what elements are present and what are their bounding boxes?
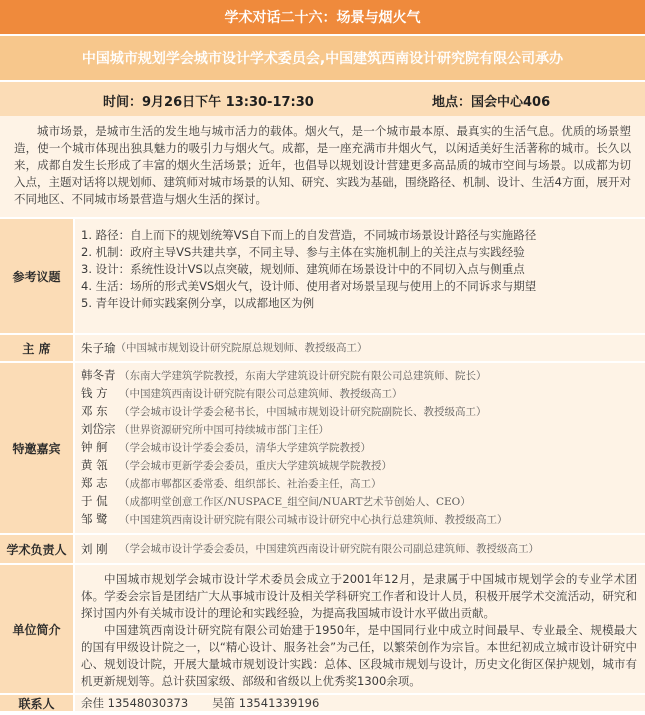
guest-item [81, 475, 637, 493]
organizer-line: 中国城市规划学会城市设计学术委员会,中国建筑西南设计研究院有限公司承办 [0, 34, 645, 82]
guests-label: 特邀嘉宾 [0, 363, 75, 533]
event-title: 学术对话二十六：场景与烟火气 [0, 0, 645, 34]
guest-desc: （东南大学建筑学院教授，东南大学建筑设计研究院有限公司总建筑师、院长） [119, 370, 487, 382]
guest-item [81, 457, 637, 475]
chair-name: 朱子瑜 [81, 340, 116, 355]
topic-item: 2. 机制：政府主导VS共建共享，不同主导、参与主体在实施机制上的关注点与实践经验 [81, 245, 525, 259]
topic-item: 4. 生活：场所的形式美VS烟火气，设计师、使用者对场景呈现与使用上的不同诉求与期望 [81, 279, 537, 293]
guest-desc: （世界资源研究所中国可持续城市部门主任） [119, 424, 329, 436]
guest-item [81, 421, 637, 439]
unit-paragraph: 中国城市规划学会城市设计学术委员会成立于2001年12月，是隶属于中国城市规划学会的专业学术团体。学委会宗旨是团结广大从事城市设计及相关学科研究工作者和设计人员，积极开展学术交流活动，研究和探讨国内外有关城市设计的理论和实践经验，为提高我国城市设计水平做出贡献。 [81, 572, 637, 620]
guest-item [81, 511, 637, 529]
chair-row [0, 335, 645, 363]
guest-desc: （学会城市设计学委会秘书长，中国城市规划设计研究院副院长、教授级高工） [119, 406, 487, 418]
guest-name: 于 侃 [81, 494, 108, 508]
guest-item [81, 439, 637, 457]
guest-name: 邓 东 [81, 404, 108, 418]
guest-item [81, 367, 637, 385]
contact-person-1: 余佳 13548030373 [81, 695, 189, 710]
chair-label: 主 席 [0, 335, 75, 361]
event-place: 地点：国会中心406 [432, 95, 551, 110]
guest-desc: （成都市郫都区委常委、组织部长、社治委主任，高工） [119, 478, 382, 490]
guest-desc: （中国建筑西南设计研究院有限公司城市设计研究中心执行总建筑师、教授级高工） [119, 514, 508, 526]
guest-desc: （学会城市设计学委会委员，清华大学建筑学院教授） [119, 442, 371, 454]
guests-row [0, 363, 645, 535]
guest-name: 黄 瓴 [81, 458, 108, 472]
contact-row [0, 695, 645, 711]
guest-item [81, 493, 637, 511]
guest-name: 钱 方 [81, 386, 108, 400]
time-place-bar [0, 82, 645, 116]
event-time: 时间：9月26日下午 13:30-17:30 [103, 95, 314, 110]
guest-name: 韩冬青 [81, 368, 116, 382]
guest-desc: （成都明堂创意工作区/NUSPACE_组空间/NUART艺术节创始人、CEO） [119, 496, 471, 508]
contact-label: 联系人 [0, 695, 75, 711]
guest-name: 邹 鹭 [81, 512, 108, 526]
responsible-name: 刘 刚 [81, 541, 108, 556]
guest-item [81, 403, 637, 421]
topic-item: 5. 青年设计师实践案例分享，以成都地区为例 [81, 296, 315, 310]
responsible-row [0, 535, 645, 565]
topic-item: 3. 设计：系统性设计VS以点突破，规划师、建筑师在场景设计中的不同切入点与侧重点 [81, 262, 525, 276]
responsible-desc: （学会城市设计学委会委员，中国建筑西南设计研究院有限公司副总建筑师、教授级高工） [119, 542, 539, 555]
unit-paragraph: 中国建筑西南设计研究院有限公司始建于1950年，是中国同行业中成立时间最早、专业最全、规模最大的国有甲级设计院之一，以“精心设计、服务社会”为己任，以繁荣创作为宗旨。本世纪初成立城市设计研究中心、规划设计院，开展大量城市规划设计实践：总体、区段城市规划与设计，历史文化街区保护规划，城市有机更新规划等。总计获国家级、部级和省级以上优秀奖1300余项。 [81, 623, 637, 688]
contact-person-2: 吴笛 13541339196 [212, 695, 320, 710]
topics-label: 参考议题 [0, 219, 75, 333]
guest-desc: （中国建筑西南设计研究院有限公司总建筑师、教授级高工） [119, 388, 403, 400]
unit-description [75, 565, 645, 693]
unit-label: 单位简介 [0, 565, 75, 693]
intro-paragraph: 城市场景，是城市生活的发生地与城市活力的载体。烟火气，是一个城市最本原、最真实的生活气息。优质的场景塑造，使一个城市体现出独具魅力的吸引力与烟火气。成都，是一座充满市井烟火气，以闲适美好生活著称的城市。长久以来，成都自发生长形成了丰富的烟火生活场景；近年，也倡导以规划设计营建更多高品质的城市空间与场景。以成都为切入点，主题对话将以规划师、建筑师对城市场景的认知、研究、实践为基础，围绕路径、机制、设计、生活4方面，展开对不同地区、不同城市场景营造与烟火生活的探讨。 [0, 116, 645, 219]
responsible-label: 学术负责人 [0, 535, 75, 563]
guest-desc: （学会城市更新学委会委员，重庆大学建筑城规学院教授） [119, 460, 392, 472]
guest-list [75, 363, 645, 533]
guest-name: 刘岱宗 [81, 422, 116, 436]
chair-desc: （中国城市规划设计研究院原总规划师、教授级高工） [115, 341, 368, 354]
guest-name: 郑 志 [81, 476, 108, 490]
topics-row [0, 219, 645, 335]
topic-item: 1. 路径：自上而下的规划统筹VS自下而上的自发营造，不同城市场景设计路径与实施路径 [81, 228, 537, 242]
guest-item [81, 385, 637, 403]
guest-name: 钟 舸 [81, 440, 108, 454]
unit-row [0, 565, 645, 695]
topics-list [75, 219, 645, 333]
